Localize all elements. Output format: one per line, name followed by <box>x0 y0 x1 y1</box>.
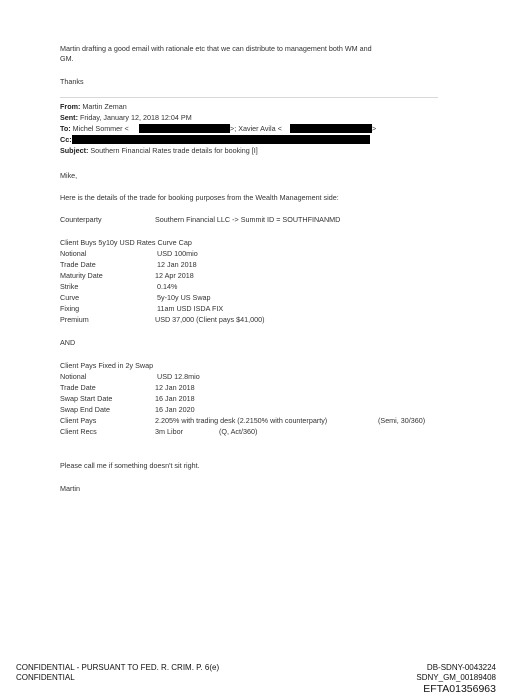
confidential-label: CONFIDENTIAL <box>16 673 75 682</box>
swap-row-value: 3m Libor <box>155 427 183 436</box>
to-value: Michel Sommer < <box>72 124 129 133</box>
swap-row-value: 2.205% with trading desk (2.2150% with counterparty) <box>155 416 328 425</box>
cap-row-label: Maturity Date <box>60 271 103 280</box>
swap-row-label: Notional <box>60 372 87 381</box>
and-separator: AND <box>60 338 76 347</box>
cap-row-value: 5y-10y US Swap <box>157 293 211 302</box>
cap-row-label: Strike <box>60 282 79 291</box>
cap-row-value: 12 Jan 2018 <box>157 260 197 269</box>
swap-row-extra: (Q, Act/360) <box>219 427 258 436</box>
redaction-cc <box>72 135 370 144</box>
to-line <box>60 124 129 133</box>
from-label: From: <box>60 102 81 111</box>
swap-row-value: USD 12.8mio <box>157 372 200 381</box>
sent-line <box>60 113 192 122</box>
bates-sdny: SDNY_GM_00189408 <box>416 673 496 682</box>
swap-row-label: Trade Date <box>60 383 96 392</box>
swap-row-value: 12 Jan 2018 <box>155 383 195 392</box>
confidential-notice: CONFIDENTIAL - PURSUANT TO FED. R. CRIM. P. 6(e) <box>16 663 220 672</box>
closing-line: Please call me if something doesn't sit right. <box>60 461 200 470</box>
subject-value: Southern Financial Rates trade details for booking [I] <box>90 146 258 155</box>
cap-row-value: 12 Apr 2018 <box>155 271 194 280</box>
cap-row-label: Premium <box>60 315 89 324</box>
to-end: > <box>372 124 377 133</box>
intro-line-1: Martin drafting a good email with rationale etc that we can distribute to management both WM and <box>60 44 372 53</box>
bates-db: DB-SDNY-0043224 <box>426 663 496 672</box>
swap-row-label: Client Pays <box>60 416 97 425</box>
signature: Martin <box>60 484 80 493</box>
swap-row-label: Swap Start Date <box>60 394 113 403</box>
from-value: Martin Zeman <box>82 102 127 111</box>
cap-row-value: 11am USD ISDA FIX <box>157 304 224 313</box>
swap-row-extra: (Semi, 30/360) <box>378 416 426 425</box>
swap-row-label: Client Recs <box>60 427 97 436</box>
sent-value: Friday, January 12, 2018 12:04 PM <box>79 113 192 122</box>
swap-row-label: Swap End Date <box>60 405 110 414</box>
cap-row-value: 0.14% <box>157 282 178 291</box>
redaction-to-email-2 <box>290 124 372 133</box>
sent-label: Sent: <box>60 113 78 122</box>
cc-label: Cc: <box>60 135 72 144</box>
redaction-to-email-1 <box>139 124 230 133</box>
cap-title: Client Buys 5y10y USD Rates Curve Cap <box>60 238 192 247</box>
cap-row-value: USD 100mio <box>157 249 198 258</box>
email-divider <box>60 97 438 98</box>
cap-row-value: USD 37,000 (Client pays $41,000) <box>155 315 265 324</box>
to-label: To: <box>60 124 71 133</box>
subject-line <box>60 146 258 155</box>
bates-efta: EFTA01356963 <box>423 683 496 695</box>
cc-line <box>60 135 72 144</box>
counterparty-label: Counterparty <box>60 215 102 224</box>
cap-row-label: Fixing <box>60 304 80 313</box>
cap-row-label: Trade Date <box>60 260 96 269</box>
swap-row-value: 16 Jan 2020 <box>155 405 195 414</box>
from-line <box>60 102 127 111</box>
intro-line-2: GM. <box>60 54 74 63</box>
cap-row-label: Curve <box>60 293 80 302</box>
swap-title: Client Pays Fixed in 2y Swap <box>60 361 154 370</box>
greeting: Mike, <box>60 171 78 180</box>
subject-label: Subject: <box>60 146 89 155</box>
counterparty-value: Southern Financial LLC -> Summit ID = SOUTHFINANMD <box>155 215 341 224</box>
lead-sentence: Here is the details of the trade for booking purposes from the Wealth Management side: <box>60 193 339 202</box>
swap-row-value: 16 Jan 2018 <box>155 394 195 403</box>
cap-row-label: Notional <box>60 249 87 258</box>
intro-thanks: Thanks <box>60 77 84 86</box>
to-mid: >; Xavier Avila < <box>230 124 282 133</box>
